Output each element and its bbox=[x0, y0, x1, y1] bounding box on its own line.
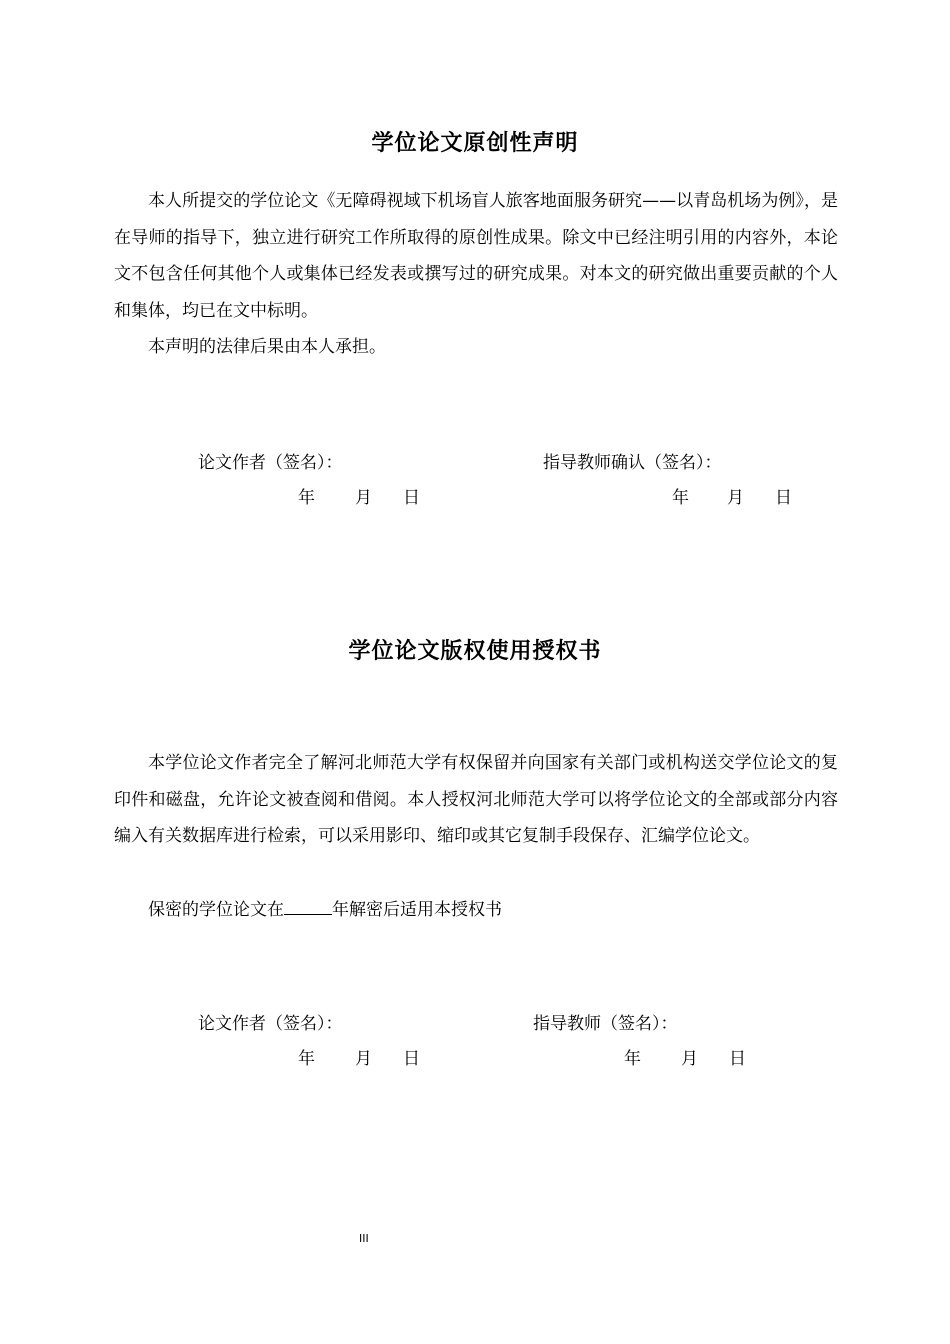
originality-author-signature-label: 论文作者（签名）： bbox=[198, 453, 343, 473]
date-day: 日 bbox=[403, 488, 420, 508]
date-month: 月 bbox=[355, 1049, 372, 1069]
date-year: 年 bbox=[672, 488, 689, 508]
date-day: 日 bbox=[403, 1049, 420, 1069]
date-month: 月 bbox=[681, 1049, 698, 1069]
copyright-advisor-date bbox=[624, 1044, 746, 1069]
originality-title: 学位论文原创性声明 bbox=[371, 131, 579, 156]
date-year: 年 bbox=[298, 1049, 315, 1069]
copyright-paragraph: 本学位论文作者完全了解河北师范大学有权保留并向国家有关部门或机构送交学位论文的复印件和磁盘，允许论文被查阅和借阅。本人授权河北师范大学可以将学位论文的全部或部分内容编入有关数据库进行检索，可以采用影印、缩印或其它复制手段保存、汇编学位论文。 bbox=[114, 753, 838, 846]
originality-legal-note: 本声明的法律后果由本人承担。 bbox=[148, 337, 386, 357]
originality-advisor-signature-label: 指导教师确认（签名）： bbox=[543, 453, 722, 473]
copyright-title: 学位论文版权使用授权书 bbox=[348, 639, 602, 664]
date-year: 年 bbox=[624, 1049, 641, 1069]
date-day: 日 bbox=[775, 488, 792, 508]
date-day: 日 bbox=[729, 1049, 746, 1069]
originality-author-date bbox=[298, 483, 420, 508]
copyright-author-signature-label: 论文作者（签名）： bbox=[198, 1014, 343, 1034]
originality-advisor-date bbox=[672, 483, 792, 508]
years-blank-field bbox=[284, 900, 332, 915]
date-month: 月 bbox=[355, 488, 372, 508]
originality-paragraph: 本人所提交的学位论文《无障碍视域下机场盲人旅客地面服务研究——以青岛机场为例》，是在导师的指导下，独立进行研究工作所取得的原创性成果。除文中已经注明引用的内容外，本论文不包含任何其他个人或集体已经发表或撰写过的研究成果。对本文的研究做出重要贡献的个人和集体，均已在文中标明。 bbox=[114, 191, 838, 321]
date-year: 年 bbox=[298, 488, 315, 508]
page-number: III bbox=[359, 1232, 369, 1245]
copyright-secret-clause bbox=[114, 892, 838, 929]
secret-clause-before: 保密的学位论文在 bbox=[148, 900, 284, 920]
copyright-advisor-signature-label: 指导教师（签名）： bbox=[533, 1014, 678, 1034]
secret-clause-after: 年解密后适用本授权书 bbox=[332, 900, 502, 920]
date-month: 月 bbox=[727, 488, 744, 508]
copyright-author-date bbox=[298, 1044, 420, 1069]
